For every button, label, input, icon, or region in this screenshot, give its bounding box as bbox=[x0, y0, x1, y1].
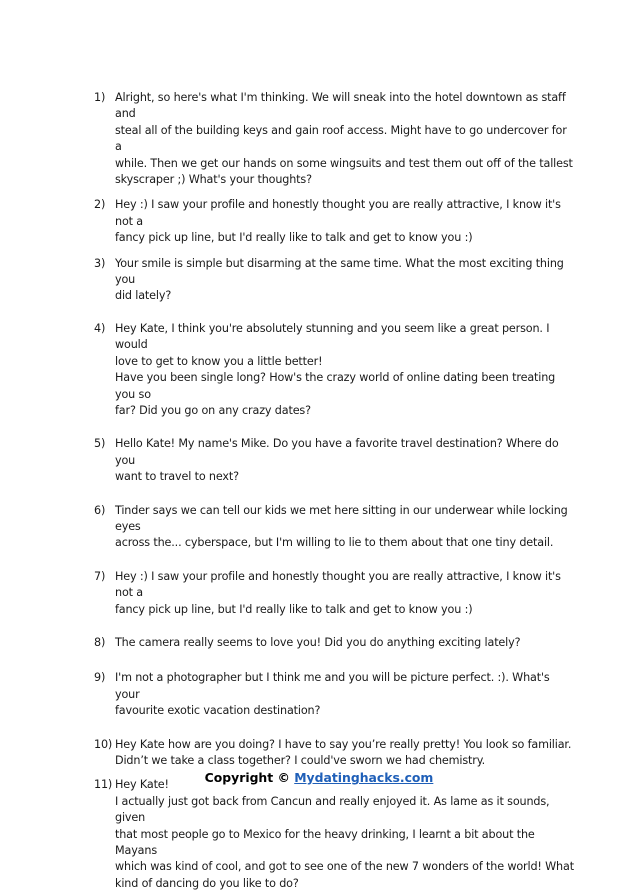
item-text: Your smile is simple but disarming at the same time. What the most exciting thing you did lately? bbox=[115, 256, 564, 303]
list-item bbox=[94, 777, 574, 892]
copyright-label: Copyright © bbox=[204, 770, 290, 785]
item-text: Alright, so here's what I'm thinking. We will sneak into the hotel downtown as staff and steal all of the building keys and gain roof access. Might have to go undercover for a while. Then we get our hands on some wingsuits and test them out off of the tallest skyscraper ;) What's your thoughts? bbox=[115, 91, 573, 187]
list-item bbox=[94, 256, 574, 305]
item-text: Hello Kate! My name's Mike. Do you have a favorite travel destination? Where do you want to travel to next? bbox=[115, 437, 559, 484]
item-text: Hey Kate how are you doing? I have to say you’re really pretty! You look so familiar. Didn’t we take a class together? I could've sworn we had chemistry. bbox=[115, 737, 572, 767]
item-text: Hey Kate! I actually just got back from Cancun and really enjoyed it. As lame as it sounds, given that most people go to Mexico for the heavy drinking, I learnt a bit about the Mayans which was kind of cool, and got to see one of the new 7 wonders of the world! What kind of dancing do you like to do? bbox=[115, 778, 574, 890]
list-item bbox=[94, 321, 574, 419]
item-text: The camera really seems to love you! Did you do anything exciting lately? bbox=[115, 635, 521, 649]
item-number: 7) bbox=[94, 569, 106, 583]
item-text: Tinder says we can tell our kids we met here sitting in our underwear while locking eyes across the... cyberspace, but I'm willing to lie to them about that one tiny detail. bbox=[115, 503, 568, 550]
item-text: Hey :) I saw your profile and honestly thought you are really attractive, I know it's not a fancy pick up line, but I'd really like to talk and get to know you :) bbox=[115, 198, 561, 245]
item-number: 8) bbox=[94, 635, 106, 649]
copyright-footer bbox=[0, 770, 638, 785]
item-number: 2) bbox=[94, 198, 106, 212]
item-number: 5) bbox=[94, 437, 106, 451]
item-number: 3) bbox=[94, 256, 106, 270]
list-item bbox=[94, 670, 574, 719]
item-number: 6) bbox=[94, 503, 106, 517]
list-item bbox=[94, 635, 574, 651]
website-link[interactable]: Mydatinghacks.com bbox=[294, 770, 434, 785]
item-number: 4) bbox=[94, 321, 106, 335]
item-number: 1) bbox=[94, 91, 106, 104]
list-item bbox=[94, 436, 574, 485]
item-text: I'm not a photographer but I think me and you will be picture perfect. :). What's your favourite exotic vacation destination? bbox=[115, 671, 550, 718]
item-number: 9) bbox=[94, 671, 106, 685]
list-item bbox=[94, 737, 574, 770]
item-number: 10) bbox=[94, 737, 113, 751]
list-item bbox=[94, 569, 574, 618]
item-number: 11) bbox=[94, 778, 113, 792]
list-item bbox=[94, 197, 574, 246]
item-text: Hey :) I saw your profile and honestly thought you are really attractive, I know it's not a fancy pick up line, but I'd really like to talk and get to know you :) bbox=[115, 569, 561, 616]
list-item bbox=[94, 90, 574, 188]
item-text: Hey Kate, I think you're absolutely stunning and you seem like a great person. I would love to get to know you a little better! Have you been single long? How's the crazy world of online dating been treating you so far? Did you go on any crazy dates? bbox=[115, 321, 556, 417]
list-item bbox=[94, 503, 574, 552]
